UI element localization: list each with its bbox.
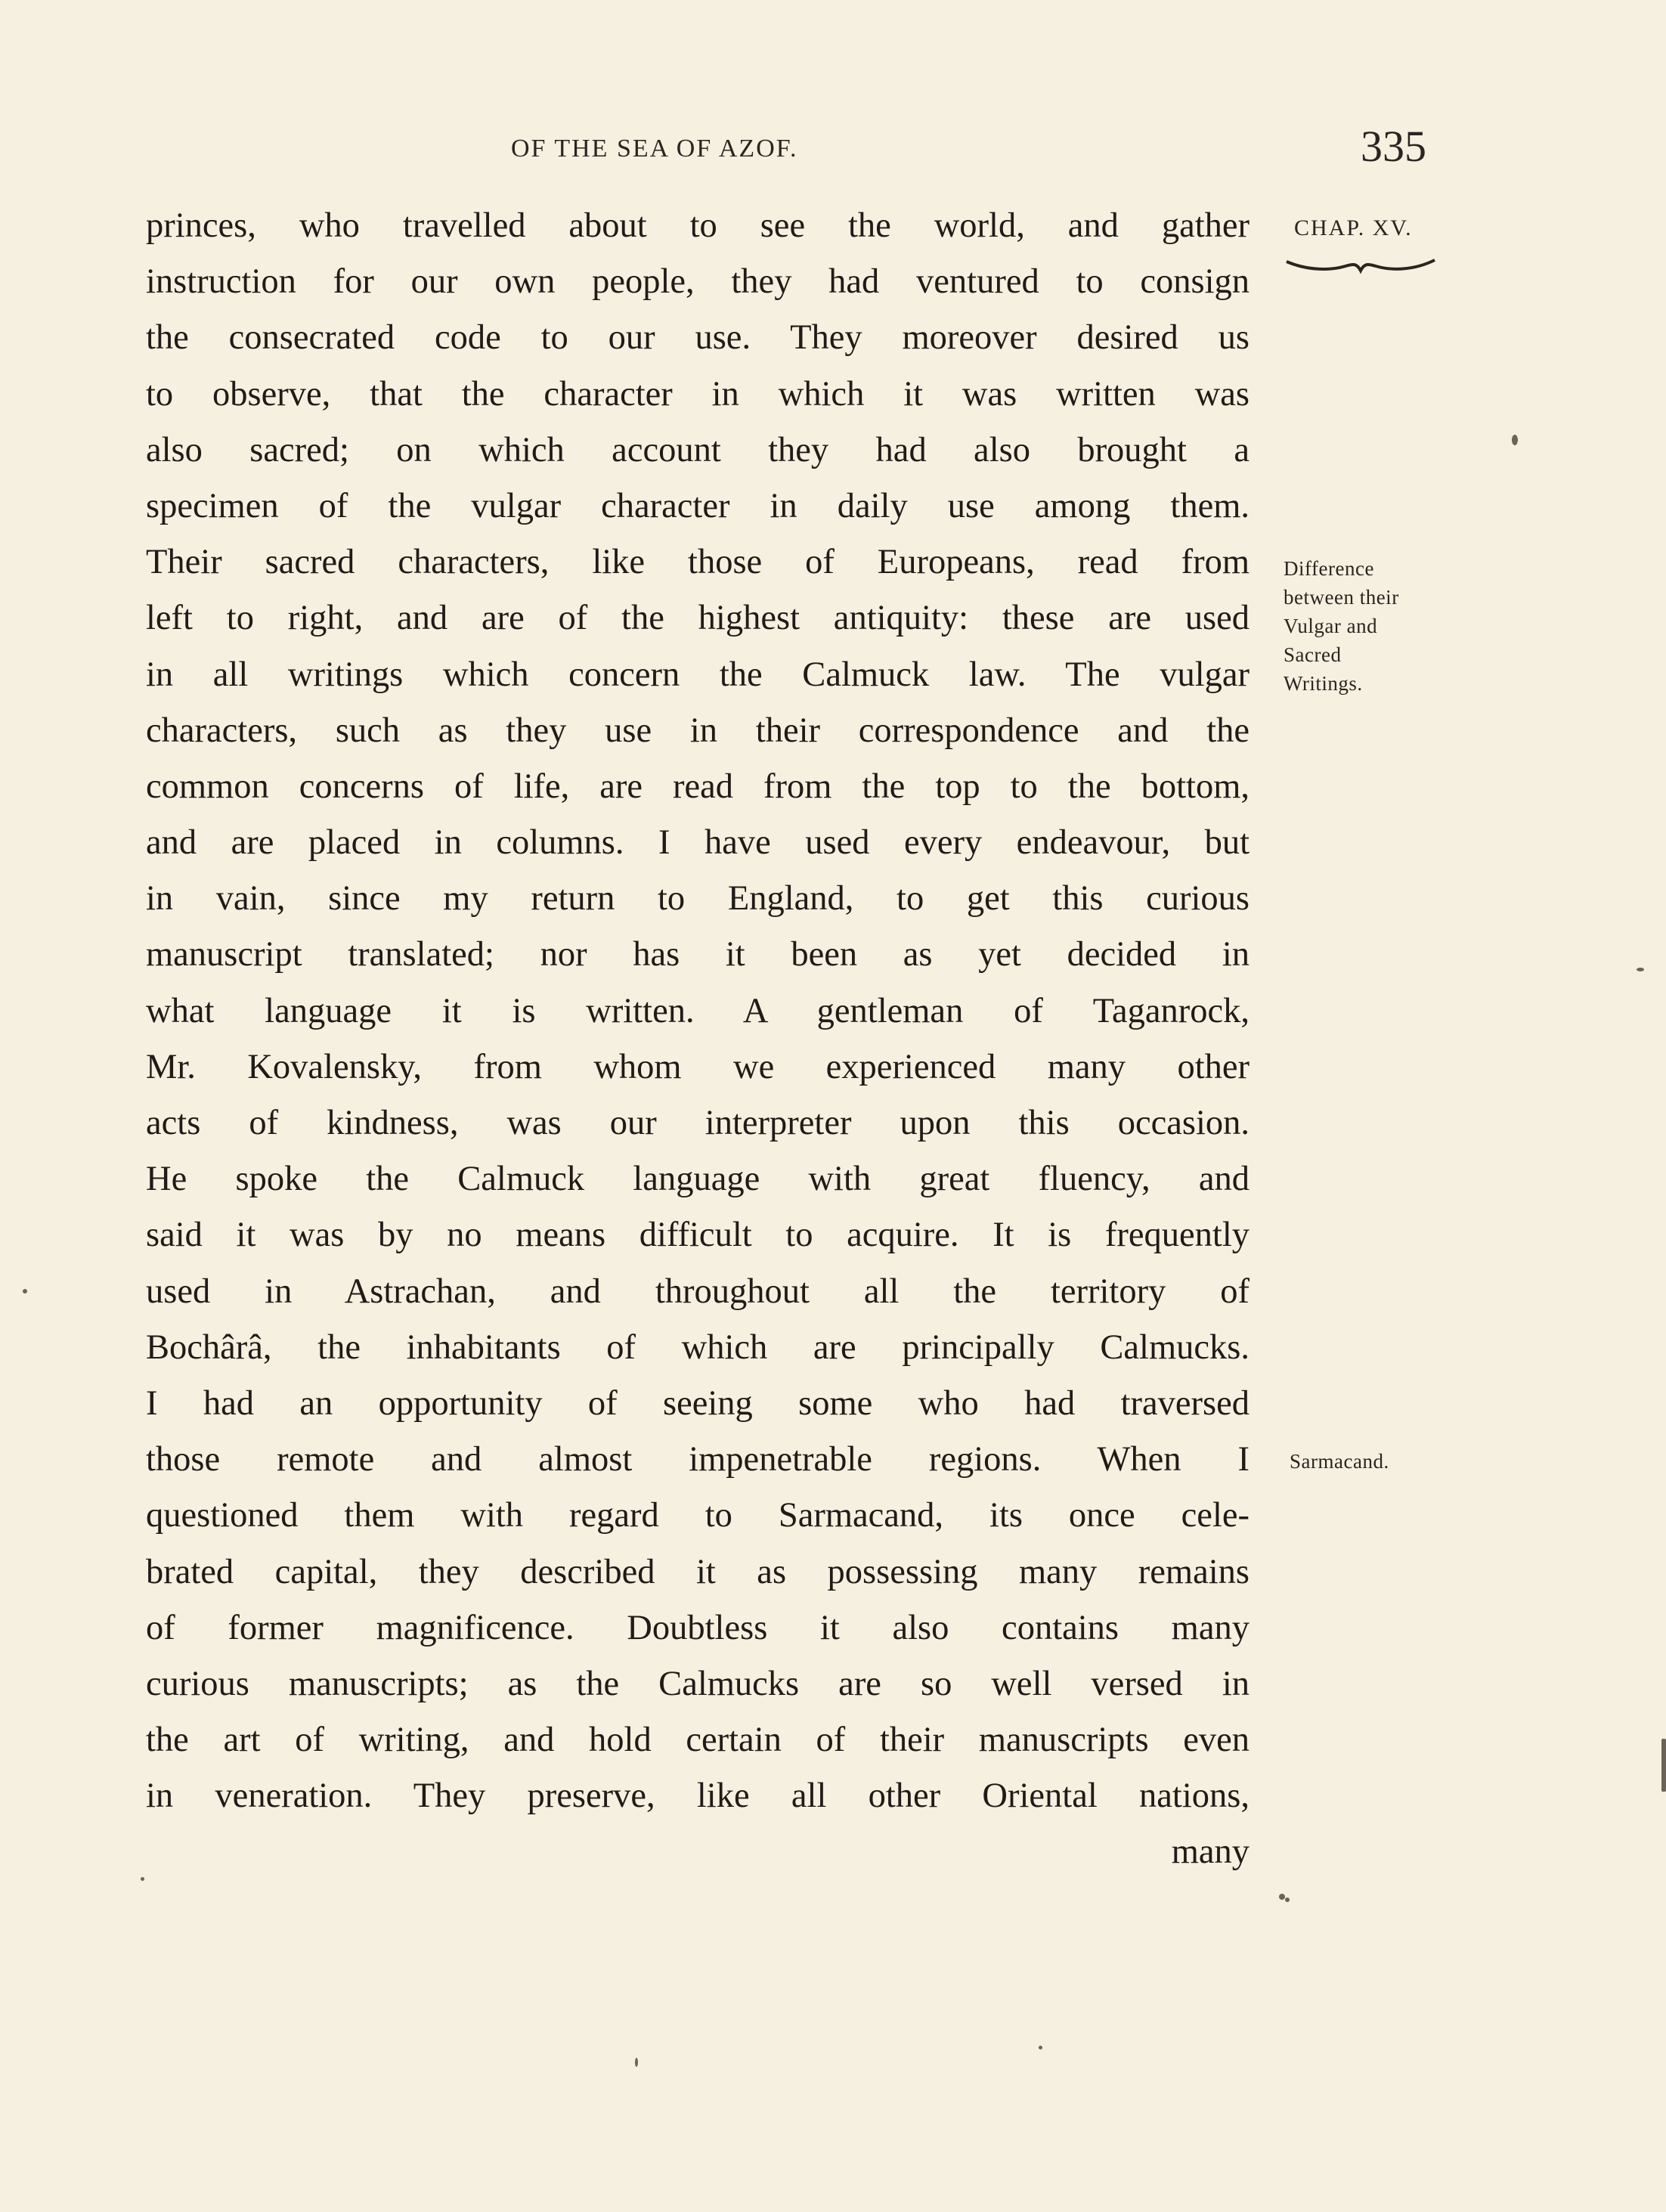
text-line: used in Astrachan, and throughout all the territory of bbox=[146, 1272, 1250, 1311]
paper-speck bbox=[1637, 968, 1644, 971]
text-line: said it was by no means difficult to acquire. It is frequently bbox=[146, 1216, 1250, 1255]
text-line: also sacred; on which account they had also brought a bbox=[146, 430, 1250, 469]
text-line: manuscript translated; nor has it been as yet decided in bbox=[146, 935, 1250, 974]
chapter-label: CHAP. XV. bbox=[1294, 215, 1413, 240]
paper-speck bbox=[1285, 1898, 1290, 1902]
text-line: questioned them with regard to Sarmacand, its once cele- bbox=[146, 1496, 1250, 1535]
paper-speck bbox=[635, 2058, 638, 2067]
text-line: the art of writing, and hold certain of their manuscripts even bbox=[146, 1721, 1250, 1760]
text-line: to observe, that the character in which it was written was bbox=[146, 374, 1250, 414]
text-line: left to right, and are of the highest antiquity: these are used bbox=[146, 599, 1250, 638]
brace-ornament bbox=[1285, 251, 1436, 281]
text-line: Mr. Kovalensky, from whom we experienced many other bbox=[146, 1047, 1250, 1086]
running-head: OF THE SEA OF AZOF. bbox=[511, 135, 798, 163]
paper-speck bbox=[141, 1877, 144, 1881]
body-text bbox=[146, 198, 1250, 1881]
paper-speck bbox=[23, 1289, 27, 1293]
text-line: in all writings which concern the Calmuck law. The vulgar bbox=[146, 655, 1250, 694]
text-line: Their sacred characters, like those of Europeans, read from bbox=[146, 543, 1250, 582]
page-number: 335 bbox=[1361, 122, 1426, 171]
paper-speck bbox=[1279, 1894, 1285, 1900]
text-line: of former magnificence. Doubtless it also contains many bbox=[146, 1608, 1250, 1647]
text-line: common concerns of life, are read from the top to the bottom, bbox=[146, 767, 1250, 806]
text-line: curious manuscripts; as the Calmucks are so well versed in bbox=[146, 1664, 1250, 1703]
text-line: acts of kindness, was our interpreter upon this occasion. bbox=[146, 1104, 1250, 1142]
margin-note-sarmacand: Sarmacand. bbox=[1290, 1450, 1389, 1473]
text-line: in veneration. They preserve, like all other Oriental nations, bbox=[146, 1777, 1250, 1816]
text-line: He spoke the Calmuck language with great fluency, and bbox=[146, 1160, 1250, 1199]
text-line: characters, such as they use in their correspondence and the bbox=[146, 711, 1250, 750]
text-line: instruction for our own people, they had ventured to consign bbox=[146, 262, 1250, 302]
text-line: what language it is written. A gentleman of Taganrock, bbox=[146, 991, 1250, 1030]
text-line: many bbox=[1171, 1832, 1250, 1872]
margin-note-line: Sacred bbox=[1284, 643, 1342, 666]
paper-speck bbox=[1512, 435, 1518, 445]
paper-speck bbox=[1039, 2046, 1042, 2049]
text-line: I had an opportunity of seeing some who had traversed bbox=[146, 1383, 1250, 1423]
margin-note-line: between their bbox=[1284, 586, 1399, 609]
text-line: in vain, since my return to England, to get this curious bbox=[146, 879, 1250, 919]
margin-note-line: Vulgar and bbox=[1284, 615, 1378, 637]
text-line: Bochârâ, the inhabitants of which are principally Calmucks. bbox=[146, 1328, 1250, 1367]
paper-speck bbox=[1661, 1739, 1666, 1792]
text-line: the consecrated code to our use. They moreover desired us bbox=[146, 318, 1250, 358]
text-line: those remote and almost impenetrable regions. When I bbox=[146, 1440, 1250, 1479]
text-line: princes, who travelled about to see the world, and gather bbox=[146, 206, 1250, 245]
text-line: brated capital, they described it as possessing many remains bbox=[146, 1552, 1250, 1591]
text-line: and are placed in columns. I have used every endeavour, but bbox=[146, 823, 1250, 863]
margin-note-line: Writings. bbox=[1284, 672, 1363, 695]
margin-note-line: Difference bbox=[1284, 557, 1374, 580]
text-line: specimen of the vulgar character in daily use among them. bbox=[146, 486, 1250, 525]
margin-note-difference bbox=[1284, 554, 1457, 698]
